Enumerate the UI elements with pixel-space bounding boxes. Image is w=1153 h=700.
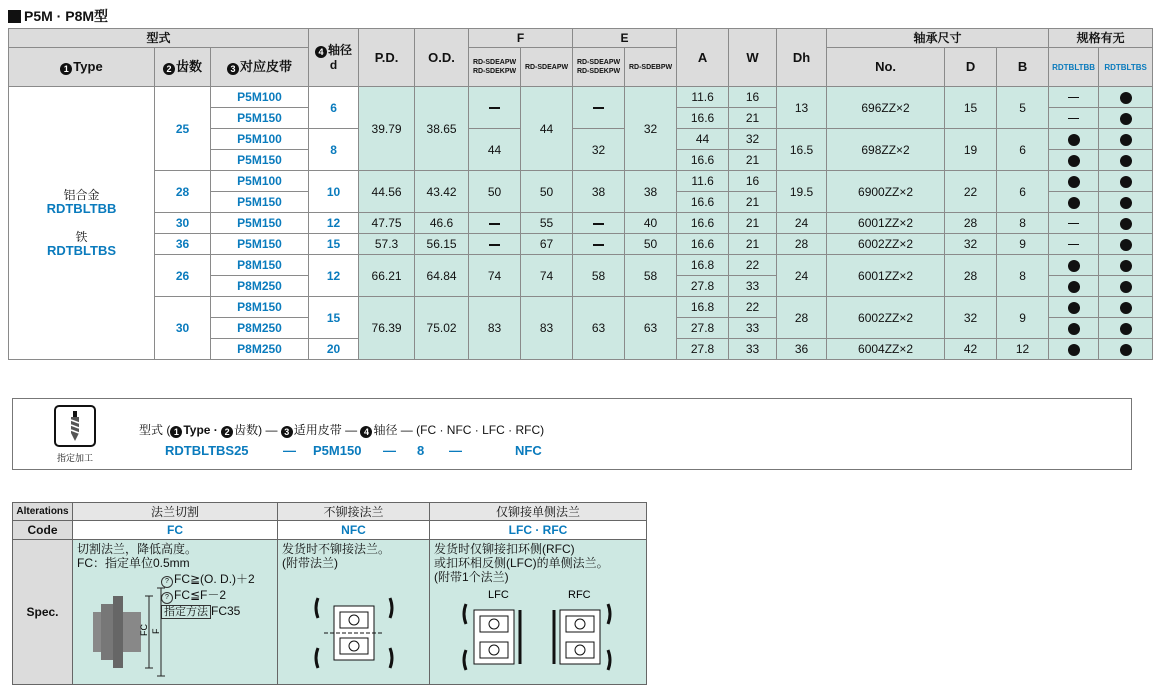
od-cell: 64.84	[415, 255, 469, 297]
material-cell	[9, 87, 155, 360]
w-cell: 21	[729, 108, 777, 129]
belt-cell: P8M150	[211, 255, 309, 276]
belt-cell: P5M150	[211, 150, 309, 171]
filled-circle-icon	[1068, 260, 1080, 272]
a-cell: 16.6	[677, 213, 729, 234]
spec-bb-cell	[1049, 129, 1099, 150]
header-shaft-d: d	[329, 58, 338, 72]
spec-bb-cell	[1049, 318, 1099, 339]
bearing-no-cell: 6001ZZ×2	[827, 213, 945, 234]
spec-bb-cell	[1049, 108, 1099, 129]
dh-cell: 36	[777, 339, 827, 360]
spec-bb-cell	[1049, 297, 1099, 318]
bearing-d-cell: 32	[945, 297, 997, 339]
dim-f-label: F	[151, 628, 161, 634]
alt-code-lfc-rfc: LFC · RFC	[430, 521, 647, 540]
alt-code-fc: FC	[73, 521, 278, 540]
header-spec-bb: RDTBLTBB	[1049, 48, 1099, 87]
num-3-icon: 3	[281, 426, 293, 438]
e1-cell	[573, 234, 625, 255]
pd-cell: 66.21	[359, 255, 415, 297]
header-w: W	[729, 29, 777, 87]
dh-cell: 19.5	[777, 171, 827, 213]
pd-cell: 76.39	[359, 297, 415, 360]
spec-bs-cell	[1099, 339, 1153, 360]
teeth-cell: 36	[155, 234, 211, 255]
e1-cell: 58	[573, 255, 625, 297]
bearing-no-cell: 6002ZZ×2	[827, 297, 945, 339]
a-cell: 16.6	[677, 108, 729, 129]
dh-cell: 24	[777, 255, 827, 297]
bearing-no-cell: 698ZZ×2	[827, 129, 945, 171]
header-f-sub1: RD-SDEAPW RD-SDEKPW	[469, 48, 521, 87]
e1-cell: 32	[573, 129, 625, 171]
formula-prefix: 型式 (	[139, 423, 171, 437]
dash-icon	[489, 244, 500, 246]
filled-circle-icon	[1120, 260, 1132, 272]
spec-bs-cell	[1099, 108, 1153, 129]
header-spec-group: 规格有无	[1049, 29, 1153, 48]
dim-fc-label: FC	[139, 624, 149, 636]
filled-circle-icon	[1068, 155, 1080, 167]
dash-icon	[593, 107, 604, 109]
header-model-group: 型式	[9, 29, 309, 48]
filled-circle-icon	[1120, 176, 1132, 188]
spec-bs-cell	[1099, 87, 1153, 108]
shaft-cell: 8	[309, 129, 359, 171]
order-code-box	[12, 398, 1132, 470]
fc-note-1: FC≧(O. D.)＋2	[174, 572, 255, 586]
fc-desc-1: 切割法兰，降低高度。	[77, 542, 198, 556]
e2-cell: 58	[625, 255, 677, 297]
alt-col-fc-name: 法兰切割	[73, 503, 278, 521]
w-cell: 16	[729, 87, 777, 108]
header-type-label: Type	[73, 58, 103, 74]
od-cell: 43.42	[415, 171, 469, 213]
spec-bb-cell	[1049, 150, 1099, 171]
belt-cell: P5M150	[211, 234, 309, 255]
fc-desc-2: FC：指定单位0.5mm	[77, 556, 190, 570]
header-type	[9, 48, 155, 87]
a-cell: 16.6	[677, 192, 729, 213]
bearing-d-cell: 19	[945, 129, 997, 171]
header-bearing-no: No.	[827, 48, 945, 87]
e1-cell	[573, 213, 625, 234]
w-cell: 22	[729, 255, 777, 276]
spec-bb-cell	[1049, 213, 1099, 234]
fc-note-3-val: FC35	[211, 604, 241, 618]
lfc-desc-3: (附带1个法兰)	[434, 570, 509, 584]
a-cell: 44	[677, 129, 729, 150]
rfc-label: RFC	[568, 589, 591, 601]
pd-cell: 44.56	[359, 171, 415, 213]
belt-cell: P5M100	[211, 87, 309, 108]
alt-col-nfc-name: 不铆接法兰	[278, 503, 430, 521]
example-sep: —	[283, 443, 296, 458]
header-belt	[211, 48, 309, 87]
teeth-cell: 30	[155, 213, 211, 234]
spec-bb-cell	[1049, 339, 1099, 360]
fc-note-3-box: 指定方法	[161, 605, 211, 619]
belt-cell: P5M100	[211, 171, 309, 192]
num-2-icon: 2	[221, 426, 233, 438]
spec-bb-cell	[1049, 192, 1099, 213]
e2-cell: 50	[625, 234, 677, 255]
filled-circle-icon	[1120, 281, 1132, 293]
dash-icon	[1068, 97, 1079, 98]
filled-circle-icon	[1068, 302, 1080, 314]
spec-bs-cell	[1099, 150, 1153, 171]
bearing-b-cell: 6	[997, 129, 1049, 171]
alt-col-lfc-name: 仅铆接单侧法兰	[430, 503, 647, 521]
f1-cell: 50	[469, 171, 521, 213]
pin-icon: ?	[161, 576, 173, 588]
num-3-icon: 3	[227, 63, 239, 75]
example-sep: —	[449, 443, 462, 458]
belt-cell: P5M150	[211, 213, 309, 234]
shaft-cell: 20	[309, 339, 359, 360]
process-icon-label: 指定加工	[56, 453, 93, 463]
dash-icon	[1068, 244, 1079, 245]
bearing-b-cell: 8	[997, 255, 1049, 297]
shaft-cell: 12	[309, 213, 359, 234]
header-f-sub2: RD-SDEAPW	[521, 48, 573, 87]
alterations-table	[12, 502, 647, 685]
header-teeth	[155, 48, 211, 87]
header-a: A	[677, 29, 729, 87]
dh-cell: 16.5	[777, 129, 827, 171]
spec-bs-cell	[1099, 129, 1153, 150]
teeth-cell: 26	[155, 255, 211, 297]
filled-circle-icon	[1068, 176, 1080, 188]
material-2-name: 铁	[75, 230, 88, 244]
section-title	[8, 6, 108, 26]
formula-teeth: 齿数) —	[234, 423, 281, 437]
filled-circle-icon	[1120, 92, 1132, 104]
material-1-name: 铝合金	[63, 188, 100, 202]
bearing-no-cell: 6002ZZ×2	[827, 234, 945, 255]
spec-bs-cell	[1099, 297, 1153, 318]
f2-cell: 44	[521, 87, 573, 171]
bearing-no-cell: 6004ZZ×2	[827, 339, 945, 360]
spec-bs-cell	[1099, 276, 1153, 297]
a-cell: 27.8	[677, 339, 729, 360]
w-cell: 32	[729, 129, 777, 150]
f2-cell: 55	[521, 213, 573, 234]
header-od: O.D.	[415, 29, 469, 87]
num-4-icon: 4	[315, 46, 327, 58]
filled-circle-icon	[1120, 239, 1132, 251]
teeth-cell: 30	[155, 297, 211, 360]
filled-circle-icon	[1120, 218, 1132, 230]
alt-code-nfc: NFC	[278, 521, 430, 540]
title-square-icon	[8, 10, 21, 23]
f1-cell: 74	[469, 255, 521, 297]
a-cell: 27.8	[677, 276, 729, 297]
bearing-no-cell: 696ZZ×2	[827, 87, 945, 129]
w-cell: 21	[729, 192, 777, 213]
dh-cell: 28	[777, 297, 827, 339]
filled-circle-icon	[1068, 134, 1080, 146]
shaft-cell: 6	[309, 87, 359, 129]
e1-cell: 38	[573, 171, 625, 213]
dash-icon	[1068, 223, 1079, 224]
header-bearing-d: D	[945, 48, 997, 87]
teeth-cell: 28	[155, 171, 211, 213]
filled-circle-icon	[1068, 197, 1080, 209]
a-cell: 16.6	[677, 234, 729, 255]
spec-bs-cell	[1099, 213, 1153, 234]
num-4-icon: 4	[360, 426, 372, 438]
f1-cell	[469, 213, 521, 234]
header-e-sub2: RD-SDEBPW	[625, 48, 677, 87]
process-icon-block	[53, 405, 97, 464]
formula-belt: 适用皮带 —	[293, 423, 361, 437]
w-cell: 33	[729, 318, 777, 339]
fc-note-2: FC≦F－2	[174, 588, 227, 602]
spec-bb-cell	[1049, 87, 1099, 108]
formula-type: Type ·	[183, 423, 222, 437]
nfc-desc-2: (附带法兰)	[282, 556, 338, 570]
num-1-icon: 1	[60, 63, 72, 75]
bearing-b-cell: 8	[997, 213, 1049, 234]
a-cell: 11.6	[677, 87, 729, 108]
w-cell: 21	[729, 213, 777, 234]
shaft-cell: 12	[309, 255, 359, 297]
bearing-b-cell: 5	[997, 87, 1049, 129]
shaft-cell: 15	[309, 297, 359, 339]
drill-bit-icon	[54, 405, 96, 447]
f1-cell	[469, 234, 521, 255]
header-pd: P.D.	[359, 29, 415, 87]
belt-cell: P5M150	[211, 192, 309, 213]
spec-bs-cell	[1099, 255, 1153, 276]
example-belt: P5M150	[313, 443, 362, 458]
filled-circle-icon	[1120, 344, 1132, 356]
w-cell: 21	[729, 150, 777, 171]
bearing-d-cell: 22	[945, 171, 997, 213]
a-cell: 11.6	[677, 171, 729, 192]
dh-cell: 24	[777, 213, 827, 234]
spec-bb-cell	[1049, 276, 1099, 297]
w-cell: 22	[729, 297, 777, 318]
belt-cell: P8M250	[211, 318, 309, 339]
a-cell: 16.8	[677, 297, 729, 318]
spec-nfc-cell	[278, 540, 430, 685]
dash-icon	[593, 244, 604, 246]
e1-cell	[573, 87, 625, 129]
header-f: F	[469, 29, 573, 48]
f1-cell	[469, 87, 521, 129]
spec-lfc-rfc-cell	[430, 540, 647, 685]
belt-cell: P8M250	[211, 339, 309, 360]
e2-cell: 32	[625, 87, 677, 171]
bearing-no-cell: 6900ZZ×2	[827, 171, 945, 213]
header-e-sub1: RD-SDEAPW RD-SDEKPW	[573, 48, 625, 87]
example-shaft: 8	[417, 443, 425, 458]
num-2-icon: 2	[163, 63, 175, 75]
filled-circle-icon	[1120, 197, 1132, 209]
header-bearing-b: B	[997, 48, 1049, 87]
f1-cell: 83	[469, 297, 521, 360]
spec-bb-cell	[1049, 255, 1099, 276]
nfc-pulley-diagram	[304, 588, 404, 678]
bearing-b-cell: 6	[997, 171, 1049, 213]
e2-cell: 38	[625, 171, 677, 213]
filled-circle-icon	[1068, 344, 1080, 356]
header-shaft-label: 轴径	[328, 43, 353, 57]
dash-icon	[593, 223, 604, 225]
belt-cell: P5M150	[211, 108, 309, 129]
a-cell: 16.8	[677, 255, 729, 276]
filled-circle-icon	[1120, 323, 1132, 335]
belt-cell: P8M250	[211, 276, 309, 297]
f2-cell: 67	[521, 234, 573, 255]
spec-bb-cell	[1049, 171, 1099, 192]
teeth-cell: 25	[155, 87, 211, 171]
filled-circle-icon	[1120, 302, 1132, 314]
od-cell: 75.02	[415, 297, 469, 360]
filled-circle-icon	[1068, 281, 1080, 293]
header-e: E	[573, 29, 677, 48]
lfc-rfc-diagram	[444, 588, 634, 684]
w-cell: 21	[729, 234, 777, 255]
bearing-d-cell: 15	[945, 87, 997, 129]
shaft-cell: 10	[309, 171, 359, 213]
belt-cell: P8M150	[211, 297, 309, 318]
w-cell: 33	[729, 339, 777, 360]
dash-icon	[489, 223, 500, 225]
e1-cell: 63	[573, 297, 625, 360]
nfc-desc-1: 发货时不铆接法兰。	[282, 542, 391, 556]
dh-cell: 28	[777, 234, 827, 255]
a-cell: 27.8	[677, 318, 729, 339]
bearing-b-cell: 9	[997, 234, 1049, 255]
f2-cell: 50	[521, 171, 573, 213]
code-formula	[139, 421, 544, 438]
belt-cell: P5M100	[211, 129, 309, 150]
spec-bs-cell	[1099, 171, 1153, 192]
lfc-desc-2: 或扣环相反侧(LFC)的单侧法兰。	[434, 556, 609, 570]
header-teeth-label: 齿数	[175, 58, 202, 74]
material-1-code: RDTBLTBB	[46, 201, 117, 216]
section-title-text: P5M · P8M型	[24, 8, 109, 24]
bearing-b-cell: 12	[997, 339, 1049, 360]
dash-icon	[489, 107, 500, 109]
header-bearing-group: 轴承尺寸	[827, 29, 1049, 48]
bearing-d-cell: 32	[945, 234, 997, 255]
filled-circle-icon	[1120, 155, 1132, 167]
material-2-code: RDTBLTBS	[46, 243, 117, 258]
pd-cell: 47.75	[359, 213, 415, 234]
f1-cell: 44	[469, 129, 521, 171]
od-cell: 46.6	[415, 213, 469, 234]
filled-circle-icon	[1120, 113, 1132, 125]
header-spec-bs: RDTBLTBS	[1099, 48, 1153, 87]
spec-bs-cell	[1099, 234, 1153, 255]
dash-icon	[1068, 118, 1079, 119]
spec-bb-cell	[1049, 234, 1099, 255]
pd-cell: 57.3	[359, 234, 415, 255]
formula-shaft: 轴径 — (FC · NFC · LFC · RFC)	[373, 423, 545, 437]
fc-pulley-diagram	[83, 582, 183, 682]
bearing-b-cell: 9	[997, 297, 1049, 339]
w-cell: 16	[729, 171, 777, 192]
example-sep: —	[383, 443, 396, 458]
w-cell: 33	[729, 276, 777, 297]
spec-bs-cell	[1099, 192, 1153, 213]
bearing-no-cell: 6001ZZ×2	[827, 255, 945, 297]
f2-cell: 74	[521, 255, 573, 297]
pin-icon: ?	[161, 592, 173, 604]
example-type: RDTBLTBS25	[165, 443, 249, 458]
spec-fc-cell	[73, 540, 278, 685]
a-cell: 16.6	[677, 150, 729, 171]
filled-circle-icon	[1068, 323, 1080, 335]
dh-cell: 13	[777, 87, 827, 129]
bearing-d-cell: 28	[945, 255, 997, 297]
bearing-d-cell: 28	[945, 213, 997, 234]
filled-circle-icon	[1120, 134, 1132, 146]
lfc-desc-1: 发货时仅铆接扣环侧(RFC)	[434, 542, 575, 556]
spec-row-label: Spec.	[13, 540, 73, 685]
alt-row-label: Alterations	[13, 503, 73, 521]
bearing-d-cell: 42	[945, 339, 997, 360]
spec-table	[8, 28, 1153, 360]
e2-cell: 63	[625, 297, 677, 360]
code-example	[165, 443, 542, 458]
lfc-label: LFC	[488, 589, 509, 601]
num-1-icon: 1	[170, 426, 182, 438]
code-row-label: Code	[13, 521, 73, 540]
e2-cell: 40	[625, 213, 677, 234]
od-cell: 56.15	[415, 234, 469, 255]
header-shaft	[309, 29, 359, 87]
f2-cell: 83	[521, 297, 573, 360]
header-dh: Dh	[777, 29, 827, 87]
header-belt-label: 对应皮带	[240, 58, 293, 74]
example-alt: NFC	[515, 443, 542, 458]
spec-bs-cell	[1099, 318, 1153, 339]
shaft-cell: 15	[309, 234, 359, 255]
pd-cell: 39.79	[359, 87, 415, 171]
od-cell: 38.65	[415, 87, 469, 171]
